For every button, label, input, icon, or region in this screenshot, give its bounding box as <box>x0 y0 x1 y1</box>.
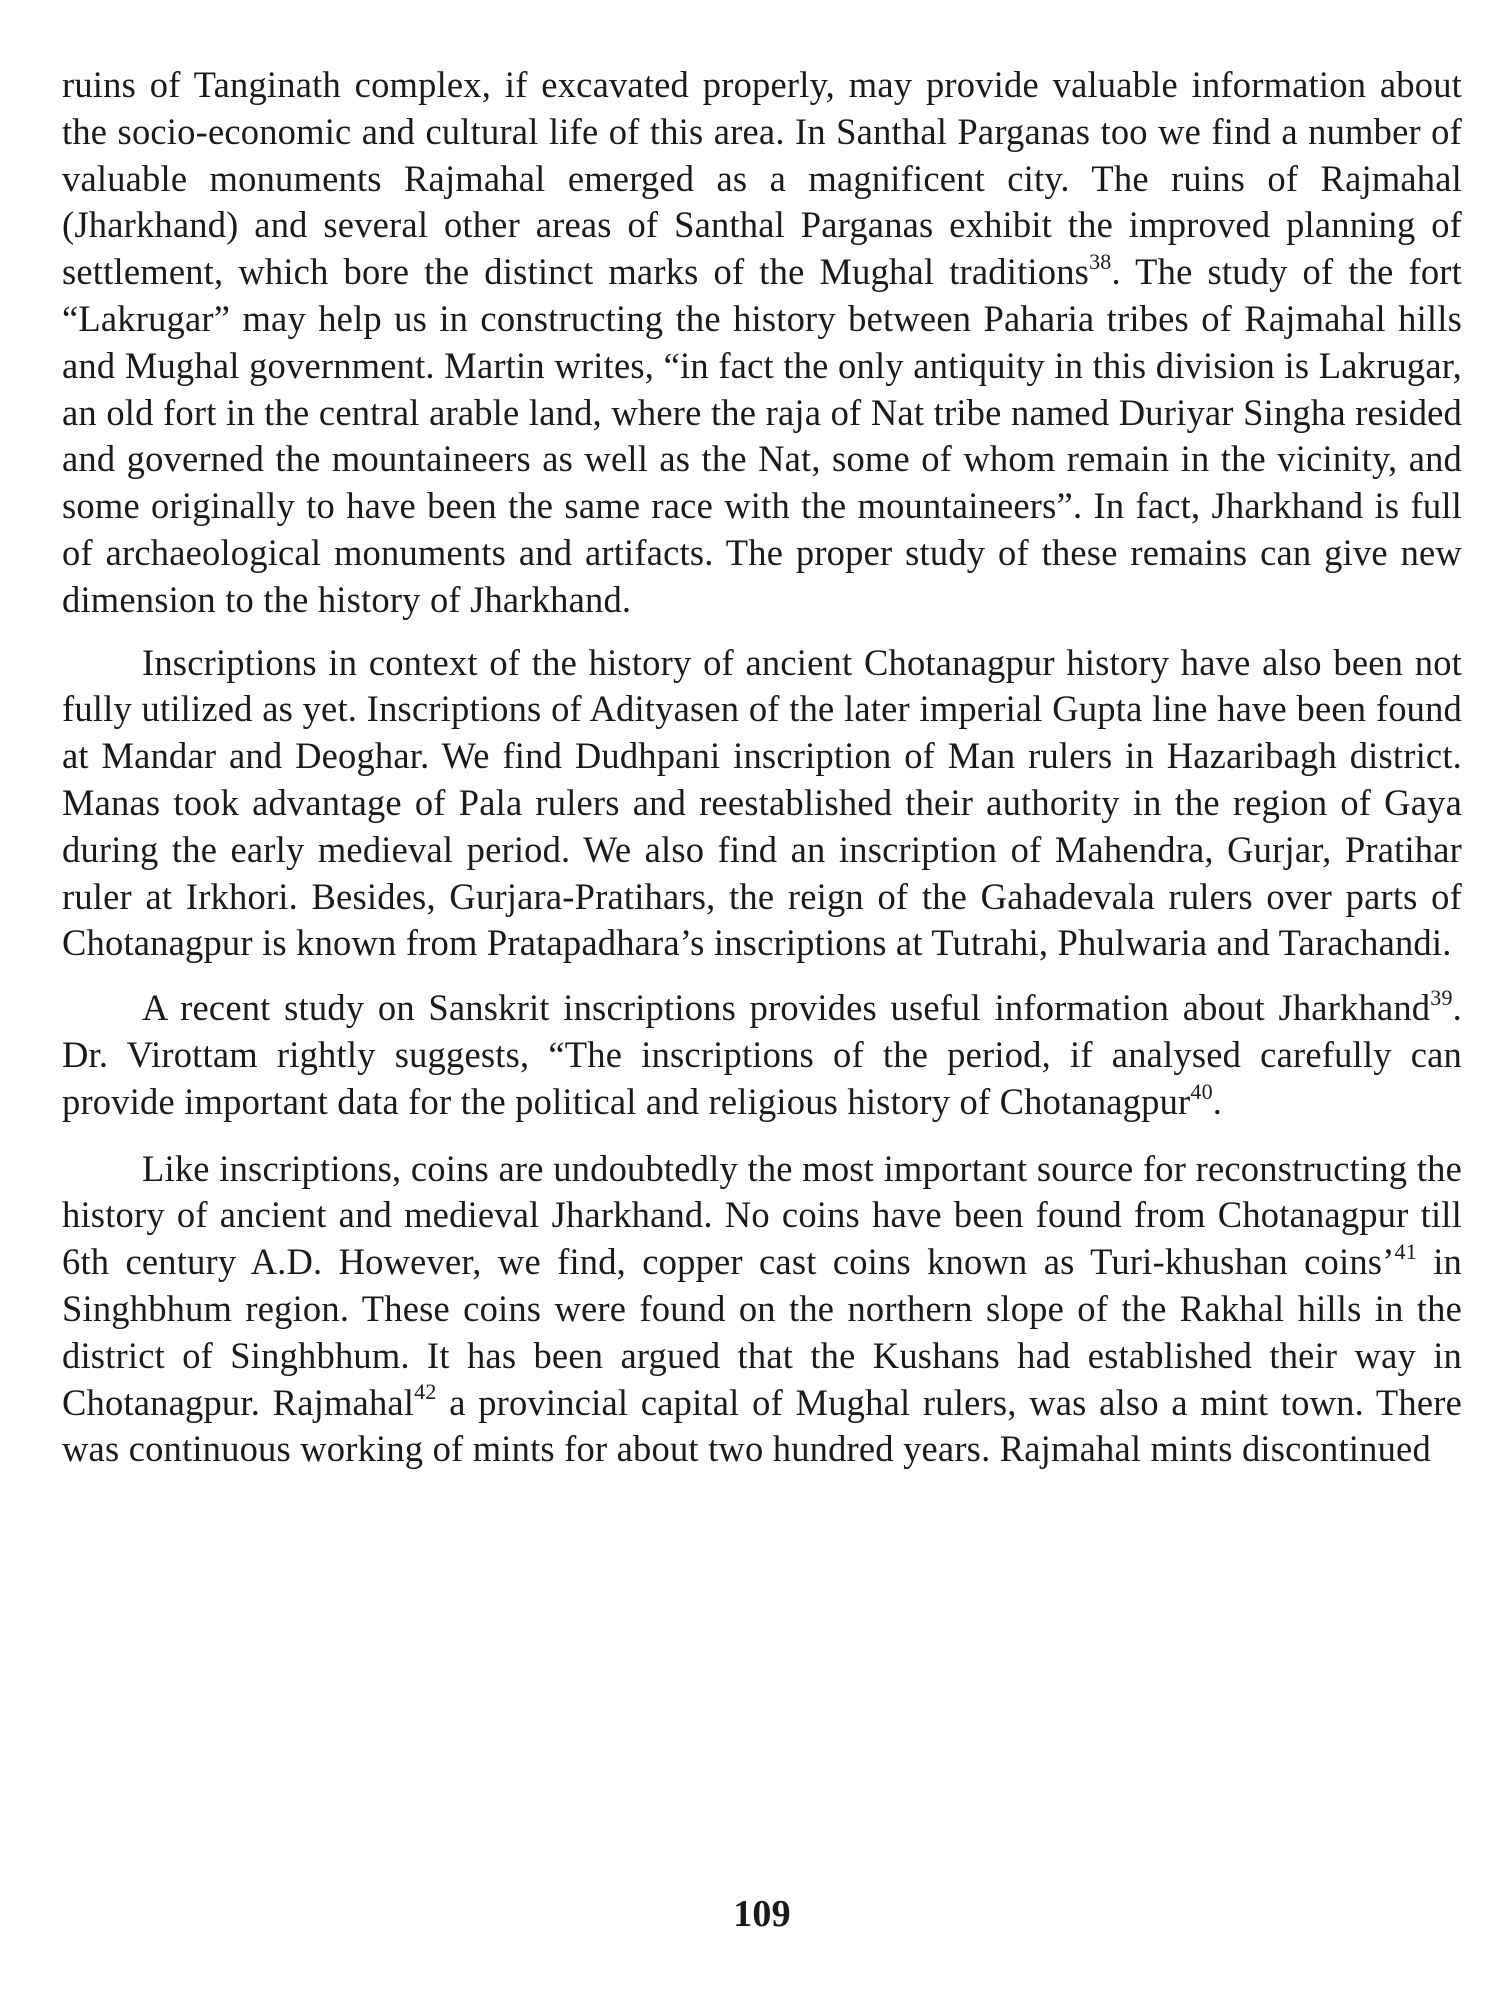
text-segment: a provincial capital of Mughal rulers, was also a mint town. There was continuous working of mints for about two hundred years. Rajmahal mints discontinued <box>62 1381 1462 1470</box>
text-segment: Inscriptions in context of the history of ancient Chotanagpur history have also been not fully utilized as yet. Inscriptions of Adityasen of the later imperial Gupta line have been found at Mandar and Deoghar. We find Dudhpani inscription of Man rulers in Hazaribagh district. Manas took advantage of Pala rulers and reestablished their authority in the region of Gaya during the early medieval period. We also find an inscription of Mahendra, Gurjar, Pratihar ruler at Irkhori. Besides, Gurjara-Pratihars, the reign of the Gahadevala rulers over parts of Chotanagpur is known from Pratapadhara’s inscriptions at Tutrahi, Phulwaria and Tarachandi. <box>62 641 1462 964</box>
paragraph-coins <box>62 1146 1462 1474</box>
footnote-ref-42: 42 <box>414 1379 437 1405</box>
text-segment: . <box>1212 1080 1223 1122</box>
page-number: 109 <box>733 1893 791 1935</box>
footnote-ref-39: 39 <box>1430 984 1453 1010</box>
text-segment: Like inscriptions, coins are undoubtedly the most important source for reconstructing the history of ancient and medieval Jharkhand. No coins have been found from Chotanagpur till 6th century A.D. However, we find, copper cast coins known as Turi-khushan coins’ <box>62 1147 1462 1283</box>
footnote-ref-38: 38 <box>1089 249 1112 275</box>
text-segment: . Dr. Virottam rightly suggests, “The inscriptions of the period, if analysed carefully can provide important data for the political and religious history of Chotanagpur <box>62 987 1462 1122</box>
paragraph-tanginath-rajmahal <box>62 62 1462 624</box>
footnote-ref-40: 40 <box>1190 1078 1213 1104</box>
text-segment: ruins of Tanginath complex, if excavated properly, may provide valuable information about the socio-economic and cultural life of this area. In Santhal Parganas too we find a number of valuable monuments Rajmahal emerged as a magnificent city. The ruins of Rajmahal (Jharkhand) and several other areas of Santhal Parganas exhibit the improved planning of settlement, which bore the distinct marks of the Mughal traditions <box>62 64 1462 293</box>
text-segment: A recent study on Sanskrit inscriptions provides useful information about Jharkhand <box>142 987 1431 1029</box>
footnote-ref-41: 41 <box>1394 1238 1417 1264</box>
text-segment: . The study of the fort “Lakrugar” may help us in constructing the history between Paharia tribes of Rajmahal hills and Mughal government. Martin writes, “in fact the only antiquity in this division is Lakrugar, an old fort in the central arable land, where the raja of Nat tribe named Duriyar Singha resided and governed the mountaineers as well as the Nat, some of whom remain in the vicinity, and some originally to have been the same race with the mountaineers”. In fact, Jharkhand is full of archaeological monuments and artifacts. The proper study of these remains can give new dimension to the history of Jharkhand. <box>62 251 1462 620</box>
book-page <box>62 62 1462 1962</box>
text-segment: in Singhbhum region. These coins were found on the northern slope of the Rakhal hills in the district of Singhbhum. It has been argued that the Kushans had established their way in Chotanagpur. Rajmahal <box>62 1241 1462 1423</box>
paragraph-sanskrit-inscriptions <box>62 985 1462 1125</box>
paragraph-inscriptions <box>62 640 1462 968</box>
